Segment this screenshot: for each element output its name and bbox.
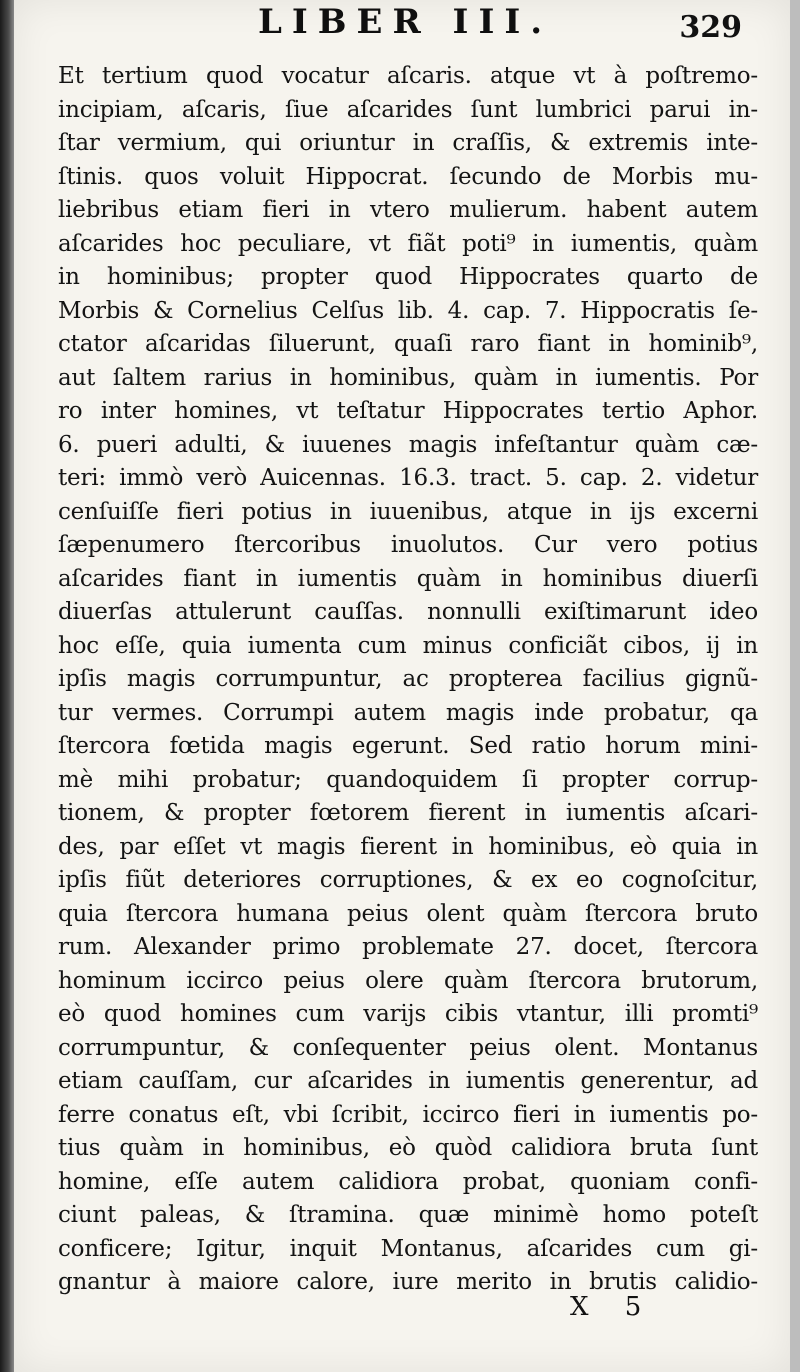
text-line: ſtinis. quos voluit Hippocrat. ſecundo de Morbis mu- xyxy=(58,163,758,190)
page-footer xyxy=(14,1292,790,1332)
text-line: Morbis & Cornelius Celſus lib. 4. cap. 7. Hippocratis ſe- xyxy=(58,297,758,324)
book-page xyxy=(14,0,790,1372)
text-line: rum. Alexander primo problemate 27. docet, ſtercora xyxy=(58,934,758,960)
text-line: incipiam, aſcaris, ſiue aſcarides ſunt lumbrici parui in- xyxy=(58,96,758,123)
text-line: conficere; Igitur, inquit Montanus, aſcarides cum gi- xyxy=(58,1235,758,1262)
text-line: mè mihi probatur; quandoquidem ſi propter corrup- xyxy=(58,766,758,793)
text-line: tur vermes. Corrumpi autem magis inde probatur, qa xyxy=(58,699,758,726)
text-line: quia ſtercora humana peius olent quàm ſtercora bruto xyxy=(58,900,758,927)
text-line: ſtercora fœtida magis egerunt. Sed ratio horum mini- xyxy=(58,733,758,759)
text-line: ro inter homines, vt teſtatur Hippocrates tertio Aphor. xyxy=(58,398,758,424)
text-line: gnantur à maiore calore, iure merito in brutis calidio- xyxy=(58,1269,758,1295)
text-line: teri: immò verò Auicennas. 16.3. tract. 5. cap. 2. videtur xyxy=(58,465,758,491)
text-line: aſcarides hoc peculiare, vt fiãt poti⁹ in iumentis, quàm xyxy=(58,230,758,257)
page-header xyxy=(14,2,790,58)
text-line: tius quàm in hominibus, eò quòd calidiora bruta ſunt xyxy=(58,1135,758,1161)
text-line: Et tertium quod vocatur aſcaris. atque vt à poſtremo- xyxy=(58,63,758,89)
page-binding-edge xyxy=(0,0,14,1372)
text-line: ipſis fiũt deteriores corruptiones, & ex eo cognoſcitur, xyxy=(58,867,758,893)
text-line: ferre conatus eſt, vbi ſcribit, iccirco fieri in iumentis po- xyxy=(58,1101,758,1128)
text-line: hominum iccirco peius olere quàm ſtercora brutorum, xyxy=(58,967,758,994)
text-line: diuerſas attulerunt cauſſas. nonnulli exiſtimarunt ideo xyxy=(58,599,758,625)
text-line: ſtar vermium, qui oriuntur in craſſis, & extremis inte- xyxy=(58,130,758,156)
text-line: etiam cauſſam, cur aſcarides in iumentis generentur, ad xyxy=(58,1068,758,1094)
text-line: hoc eſſe, quia iumenta cum minus conficiãt cibos, ij in xyxy=(58,632,758,659)
text-line: ſæpenumero ſtercoribus inuolutos. Cur vero potius xyxy=(58,532,758,558)
text-line: ipſis magis corrumpuntur, ac propterea facilius gignũ- xyxy=(58,666,758,692)
text-line: tionem, & propter fœtorem fierent in iumentis aſcari- xyxy=(58,800,758,826)
signature-mark: X 5 xyxy=(570,1292,656,1322)
body-text xyxy=(58,60,758,1300)
text-line: ctator aſcaridas ſiluerunt, quaſi raro fiant in hominib⁹, xyxy=(58,331,758,357)
text-line: 6. pueri adulti, & iuuenes magis infeſtantur quàm cæ- xyxy=(58,431,758,458)
text-line: ciunt paleas, & ſtramina. quæ minimè homo poteſt xyxy=(58,1202,758,1228)
page-number: 329 xyxy=(679,10,742,45)
text-line: liebribus etiam fieri in vtero mulierum. habent autem xyxy=(58,197,758,223)
text-line: cenſuiſſe fieri potius in iuuenibus, atque in ijs excerni xyxy=(58,498,758,525)
text-line: des, par eſſet vt magis fierent in hominibus, eò quia in xyxy=(58,833,758,860)
text-line: aſcarides fiant in iumentis quàm in hominibus diuerſi xyxy=(58,565,758,592)
running-head: LIBER III. xyxy=(258,2,553,42)
text-line: eò quod homines cum varijs cibis vtantur, illi promti⁹ xyxy=(58,1001,758,1027)
text-line: corrumpuntur, & conſequenter peius olent. Montanus xyxy=(58,1034,758,1061)
text-line: homine, eſſe autem calidiora probat, quoniam confi- xyxy=(58,1168,758,1195)
text-line: aut ſaltem rarius in hominibus, quàm in iumentis. Por xyxy=(58,364,758,391)
text-line: in hominibus; propter quod Hippocrates quarto de xyxy=(58,264,758,290)
